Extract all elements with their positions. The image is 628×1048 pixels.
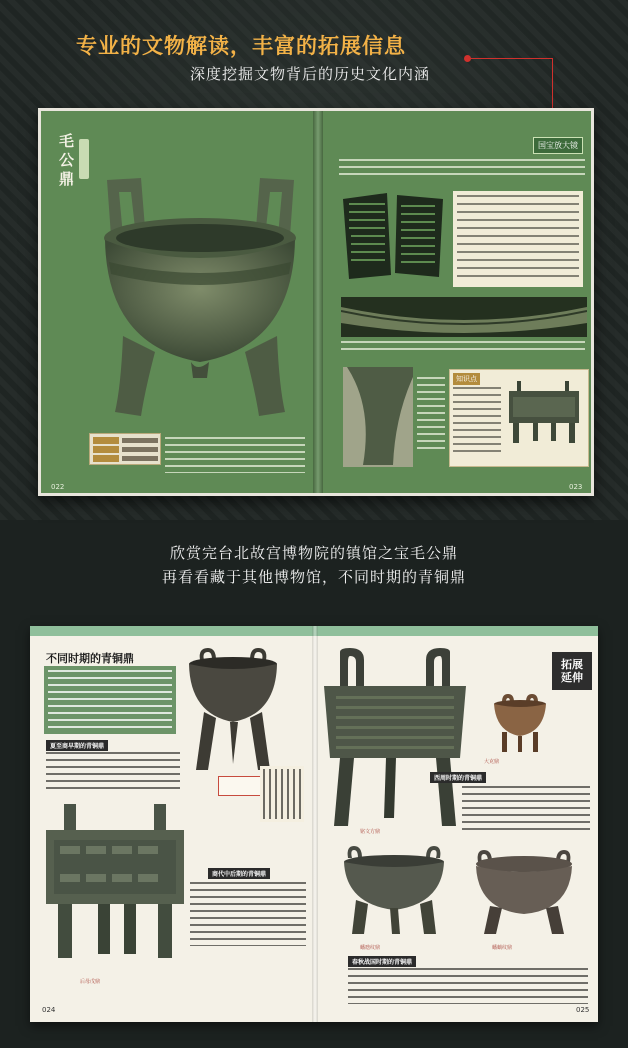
right-intro-text bbox=[339, 159, 585, 175]
spring-autumn-text bbox=[348, 968, 588, 1004]
spring-autumn-caption: 蟠虺纹鼎 bbox=[360, 945, 381, 951]
side-vertical-note bbox=[260, 766, 304, 822]
open-book-spread bbox=[38, 108, 594, 496]
top-feature-section bbox=[0, 0, 628, 520]
title-badge bbox=[79, 139, 89, 179]
sub-heading-mid: 商代中后期的青铜鼎 bbox=[208, 868, 270, 879]
subline: 深度挖掘文物背后的历史文化内涵 bbox=[190, 65, 431, 83]
bronze-ding-spread bbox=[30, 626, 598, 1022]
page-title: 不同时期的青铜鼎 bbox=[46, 652, 134, 665]
book-spine bbox=[313, 111, 323, 493]
note-tag: 知识点 bbox=[453, 373, 480, 385]
inscription-note bbox=[453, 191, 583, 287]
pointer-line bbox=[467, 58, 553, 59]
zhou-square-ding-image bbox=[320, 648, 470, 832]
expand-badge bbox=[552, 652, 592, 690]
intro-panel bbox=[44, 666, 176, 734]
western-zhou-text bbox=[462, 786, 590, 834]
warring-states-ding-image bbox=[464, 846, 584, 936]
square-ding-image bbox=[503, 377, 585, 447]
page-number: 022 bbox=[51, 483, 65, 491]
warring-states-caption: 蟠螭纹鼎 bbox=[492, 945, 513, 951]
zhou-ding-caption: 铭文方鼎 bbox=[360, 829, 381, 835]
page-number: 023 bbox=[569, 483, 583, 491]
sub-heading-spring-autumn: 春秋战国时期的青铜鼎 bbox=[348, 956, 416, 967]
inscription-rubbing-image bbox=[339, 189, 449, 281]
vertical-title: 毛公鼎 bbox=[57, 133, 75, 190]
mid-period-text bbox=[190, 882, 306, 946]
rim-caption bbox=[341, 341, 585, 351]
mao-gong-ding-image bbox=[93, 166, 308, 426]
caption-line-1: 欣赏完台北故宫博物院的镇馆之宝毛公鼎 bbox=[169, 544, 458, 562]
page-number: 025 bbox=[576, 1006, 590, 1014]
section-tag: 国宝放大镜 bbox=[533, 137, 583, 154]
leg-caption bbox=[417, 377, 445, 453]
spring-autumn-ding-image bbox=[334, 842, 454, 938]
shang-ding-caption: 后母戊鼎 bbox=[80, 979, 101, 985]
page-number: 024 bbox=[42, 1006, 56, 1014]
rim-detail-image bbox=[341, 297, 587, 337]
left-body-text bbox=[165, 437, 305, 473]
info-card bbox=[89, 433, 161, 465]
expand-badge-text: 拓展 延伸 bbox=[561, 658, 583, 684]
headline: 专业的文物解读，丰富的拓展信息 bbox=[76, 34, 406, 58]
sub-heading-western-zhou: 西周时期的青铜鼎 bbox=[430, 772, 486, 783]
caption-line-2: 再看看藏于其他博物馆，不同时期的青铜鼎 bbox=[161, 568, 466, 586]
xia-ding-image bbox=[178, 644, 288, 776]
early-period-text bbox=[46, 752, 180, 792]
book-spine bbox=[312, 626, 318, 1022]
round-ding-small-image bbox=[488, 692, 552, 756]
shang-square-ding-image bbox=[40, 800, 190, 970]
leg-detail-image bbox=[343, 367, 413, 467]
sub-heading-early: 夏至商早期的青铜鼎 bbox=[46, 740, 108, 751]
round-ding-caption: 大克鼎 bbox=[484, 759, 500, 765]
